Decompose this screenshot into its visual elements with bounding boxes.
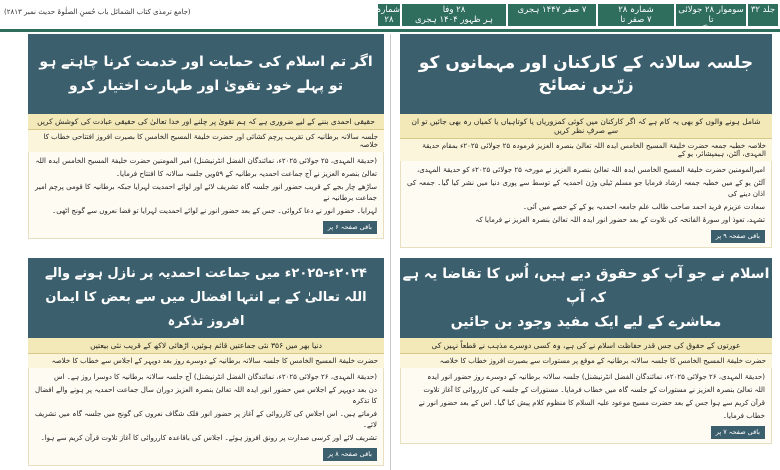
article-body <box>400 368 772 444</box>
article-body <box>28 368 384 466</box>
article-headline-line: تو پہلے خود تقویٰ اور طہارت اختیار کرو <box>68 78 344 94</box>
masthead-hadith-reference: (جامع ترمذی کتاب الشمائل باب حُسنِ الصلٰوۃ حدیث نمبر ۲۸۱۳) <box>4 8 191 16</box>
article-subheading: حقیقی احمدی بننے کے لیے ضروری ہے کہ ہم تقویٰ پر چلنے اور خدا تعالیٰ کی حقیقی عبادت کی کوشش کریں <box>28 114 384 130</box>
article-body <box>28 152 384 239</box>
masthead-hijri <box>508 4 596 26</box>
article-headline <box>400 34 772 114</box>
article-headline <box>400 258 772 338</box>
article-paragraph: تعالیٰ بنصرہ العزیز نے آج جماعت احمدیہ برطانیہ کے ۵۹ویں جلسہ سالانہ کا افتتاح فرمایا۔ <box>115 170 377 178</box>
article-headline <box>28 34 384 114</box>
article-paragraph: قرآن کریم سے ہوا جس کے بعد حضرت مسیح موعود علیہ السلام کا منظوم کلام پیش کیا گیا۔ اس کے بعد حضور انور نے <box>418 399 765 407</box>
article-lead: جلسہ سالانہ برطانیہ کی تقریب پرچم کشائی اور حضرت خلیفۃ المسیح الخامس کا بصیرت افروز افتتاحی خطاب کا خلاصہ <box>28 130 384 152</box>
continued-link[interactable]: باقی صفحہ ۷ پر <box>711 426 765 439</box>
continued-link[interactable]: باقی صفحہ ۸ پر <box>323 448 377 461</box>
article-paragraph: لہرایا۔ حضور انور نے دعا کروائی۔ جس کے بعد حضور انور نے لوائے احمدیت لہرایا تو فضا نعروں سے گونج اٹھی۔ <box>52 207 377 215</box>
article-paragraph: تشریف لائے اور کرسی صدارت پر رونق افروز ہوئے۔ اجلاس کی باقاعدہ کارروائی کا آغاز تلاوت قرآن کریم سے ہوا۔ <box>40 434 377 442</box>
article-headline-line: جلسہ سالانہ کے کارکنان اور مہمانوں کو زرّیں نصائح <box>418 53 754 95</box>
article-headline-line: معاشرے کے لیے ایک مفید وجود بن جائیں <box>450 314 722 330</box>
article-headline-line: اسلام نے جو آپ کو حقوق دیے ہیں، اُس کا تقاضا یہ ہے کہ آپ <box>402 266 770 306</box>
article-islam-service-piety <box>28 34 384 239</box>
masthead-shamsi <box>402 4 506 26</box>
masthead-dates-line-1: سوموار ۲۸ جولائی تا <box>678 5 744 25</box>
masthead <box>0 0 780 28</box>
article-headline-line: اللہ تعالیٰ کے بے انتہا افضال میں سے بعض کا ایمان افروز تذکرہ <box>45 290 367 329</box>
article-paragraph: اللہ تعالیٰ بنصرہ العزیز نے مستورات کے جلسہ گاہ میں خطاب فرمایا۔ مستورات کے جلسہ کی کارروائی کا آغاز تلاوت <box>423 386 765 394</box>
article-paragraph: (حدیقۃ المہدی، ۲۶ جولائی ۲۰۲۵ء، نمائندگان الفضل انٹرنیشنل) آج جلسہ سالانہ برطانیہ کا دوسرا روز ہے۔ اس <box>54 373 377 381</box>
article-paragraph: سعادت عزیزم فرید احمد صاحب طالب علم جامعہ احمدیہ یو کے کے حصے میں آئی۔ <box>522 203 765 211</box>
article-paragraph: فرماتے ہیں۔ اس اجلاس کی کارروائی کے آغاز پر حضور انور فلک شگاف نعروں کی گونج میں جلسہ گاہ میں تشریف لائے۔ <box>35 410 377 429</box>
article-lead: حضرت خلیفۃ المسیح الخامس کا جلسہ سالانہ برطانیہ کے موقع پر مستورات سے بصیرت افروز خطاب کا خلاصہ <box>400 354 772 368</box>
article-headline-line: ۲۰۲۴ء-۲۰۲۵ء میں جماعت احمدیہ پر نازل ہونے والے <box>45 266 367 281</box>
masthead-issue-line-2: ۷ صفر تا <box>620 15 652 25</box>
article-paragraph: دن بعد دوپہر کے اجلاس میں حضور انور ایدہ اللہ تعالیٰ بنصرہ العزیز دوران سال جماعت احمدیہ پر ہونے والے افضال کا تذکرہ <box>35 386 377 405</box>
masthead-issue-line-1: شمارہ ۲۸ <box>618 5 654 15</box>
article-annual-convention-advice <box>400 34 772 248</box>
masthead-shamsi-line-2: ہر ظہور ۱۴۰۴ ہجری <box>414 15 494 25</box>
article-paragraph: امیرالمومنین حضرت خلیفۃ المسیح الخامس ایدہ اللہ تعالیٰ بنصرہ العزیز نے مورخہ ۲۵ جولائی ۲۰۲۵ء کو حدیقۃ المہدی، <box>416 166 765 174</box>
masthead-dates <box>676 4 746 26</box>
masthead-hijri-line-1: ۷ صفر ۱۴۴۷ ہجری <box>517 5 587 15</box>
article-paragraph: (حدیقۃ المہدی، ۲۶ جولائی ۲۰۲۵ء، نمائندگان الفضل انٹرنیشنل) جلسہ سالانہ برطانیہ کے دوسرے روز حضور انور ایدہ <box>427 373 765 381</box>
continued-link[interactable]: باقی صفحہ ۶ پر <box>323 221 377 234</box>
article-subheading: دنیا بھر میں ۳۵۶ نئی جماعتیں قائم ہوئیں، اڑھائی لاکھ کے قریب نئی بیعتیں <box>28 338 384 354</box>
article-divine-blessings <box>28 258 384 466</box>
article-lead: خلاصہ خطبہ جمعہ حضرت خلیفۃ المسیح الخامس ایدہ اللہ تعالیٰ بنصرہ العزیز فرمودہ ۲۵ جولائی ۲۰۲۵ء بمقام حدیقۃ المہدی، آلٹن، ہیمپشائر، یو کے <box>400 139 772 161</box>
continued-link[interactable]: باقی صفحہ ۹ پر <box>711 230 765 243</box>
article-paragraph: (حدیقۃ المہدی، ۲۵ جولائی ۲۰۲۵ء، نمائندگان الفضل انٹرنیشنل) امیر المومنین حضرت خلیفۃ المسیح الخامس ایدہ اللہ <box>35 157 377 165</box>
article-paragraph: خطاب فرمایا۔ <box>722 412 765 420</box>
article-subheading: شامل ہونے والوں کو بھی یہ کام ہے کہ اگر کارکنان میں کوئی کمزوریاں یا کوتاہیاں یا کمیاں رہ بھی جائیں تو ان سے صرفِ نظر کریں <box>400 114 772 139</box>
masthead-number-line-2: ۲۸ <box>384 15 394 25</box>
masthead-issue <box>598 4 674 26</box>
article-paragraph: آلٹن یو کے میں خطبہ جمعہ ارشاد فرمایا جو مسلم ٹیلی وژن احمدیہ کے توسط سے پوری دنیا میں نشر کیا گیا۔ جمعہ کی اذان دینے کی <box>407 179 765 198</box>
article-paragraph: ساڑھے چار بجے کے قریب حضور انور جلسہ گاہ تشریف لائے اور لوائے احمدیت لہرایا جبکہ برطانیہ کا قومی پرچم امیر جماعت برطانیہ نے <box>35 183 377 202</box>
masthead-volume <box>748 4 778 26</box>
article-paragraph: تشہد، تعوذ اور سورۃ الفاتحہ کی تلاوت کے بعد حضور انور ایدہ اللہ تعالیٰ بنصرہ العزیز نے فرمایا کہ <box>475 216 765 224</box>
article-headline-line: اگر تم اسلام کی حمایت اور خدمت کرنا چاہتے ہو <box>39 54 373 70</box>
article-headline <box>28 258 384 338</box>
masthead-shamsi-line-1: ۲۸ وفا <box>442 5 466 15</box>
article-body <box>400 161 772 248</box>
article-subheading: عورتوں کے حقوق کی جس قدر حفاظت اسلام نے کی ہے، وہ کسی دوسرے مذہب نے قطعاً نہیں کی <box>400 338 772 354</box>
masthead-divider <box>0 29 780 32</box>
article-lead: حضرت خلیفۃ المسیح الخامس کا جلسہ سالانہ برطانیہ کے دوسرے روز بعد دوپہر کے اجلاس سے خطاب کا خلاصہ <box>28 354 384 368</box>
masthead-volume-text: جلد ۳۲ <box>750 5 776 15</box>
masthead-number-line-1: شمارہ <box>376 5 400 15</box>
masthead-number <box>378 4 400 26</box>
article-womens-rights <box>400 258 772 444</box>
column-rule <box>390 34 391 470</box>
